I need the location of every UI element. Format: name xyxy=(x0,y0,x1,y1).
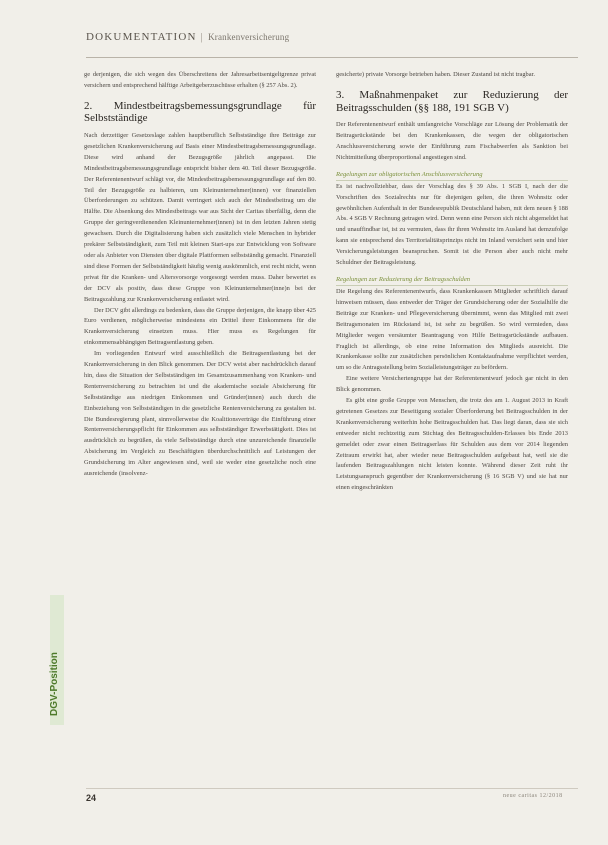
left-intro: ge derjenigen, die sich wegen des Überschreitens der Jahresarbeitsentgeltgrenze privat versichern und entsprechend hälftige Arbeitgeberzuschüsse erhalten (§ 257 Abs. 2). xyxy=(84,71,316,89)
header-section: DOKUMENTATION xyxy=(86,31,197,43)
section-heading-3: 3. Maßnahmenpaket zur Reduzierung der Beitragsschulden (§§ 188, 191 SGB V) xyxy=(336,88,568,114)
right-paragraph: Eine weitere Versichertengruppe hat der Referentenentwurf jedoch gar nicht in den Blick genommen. xyxy=(336,375,568,394)
right-paragraph: Die Regelung des Referentenentwurfs, dass Krankenkassen Mitglieder schriftlich darauf hinweisen müssen, dass entweder der Träger der Grundsicherung oder der Sozialhilfe die Beiträge zur Kranken- und Pflegeversicherung übernimmt, wenn das Mitglied mit zwei Beitragsmonaten im Rückstand ist, ist sehr zu begrüßen. So wird vermieden, dass Mitglieder wegen versäumter Beantragung von Hilfe Beitragsrückstände aufbauen. Fraglich ist allerdings, ob eine reine Information des Mitglieds ausreicht. Die Krankenkasse sollte zur zusätzlichen persönlichen Kontaktaufnahme verpflichtet werden, um so die Antragsstellung beim Sozialleistungsträger zu befördern. xyxy=(336,287,568,372)
header-rule xyxy=(86,57,578,58)
subheading: Regelungen zur Reduzierung der Beitragsschulden xyxy=(336,275,568,286)
header-separator: | xyxy=(200,31,205,43)
right-paragraph: Es gibt eine große Gruppe von Menschen, die trotz des am 1. August 2013 in Kraft getretenen Gesetzes zur Beseitigung sozialer Überforderung bei Beitragsschulden in der Krankenversicherung weiterhin hohe Beitragsschulden hat. Das liegt daran, dass sie sich entweder nicht rechtzeitig zum Stichtag des Beitragsschulden-Erlasses bis Ende 2013 gemeldet oder zwar einen Beitragserlass für Schulden aus dem vor 2014 liegenden Zeitraum erwirkt hat, aber wieder neue Beitragsschulden aufgebaut hat, weil sie die laufenden Beitragszahlungen nicht leisten konnte. Während dieser Zeit ruht ihr Leistungsanspruch gegenüber der Krankenversicherung (§ 16 SGB V) und sie hat nur einen eingeschränkten xyxy=(336,397,568,492)
left-paragraph: Der DCV gibt allerdings zu bedenken, dass die Gruppe derjenigen, die knapp über 425 Euro verdienen, möglicherweise mindestens ein Drittel ihrer Einkommens für die Krankenversicherung einsetzen muss. Hier muss es Regelungen für einkommensabhängigen Beitragsentlastung geben. xyxy=(84,306,316,347)
page-number: 24 xyxy=(86,793,97,803)
right-intro: gesicherte) private Vorsorge betrieben haben. Dieser Zustand ist nicht tragbar. xyxy=(336,71,535,78)
right-column xyxy=(336,70,568,494)
subheading: Regelungen zur obligatorischen Anschlussversicherung xyxy=(336,170,568,181)
header-topic: Krankenversicherung xyxy=(208,32,290,42)
left-column xyxy=(84,70,316,480)
section-heading-2: 2. Mindestbeitragsbemessungsgrundlage für Selbstständige xyxy=(84,99,316,125)
footer-rule xyxy=(86,788,578,789)
side-tab-label: DGV-Position xyxy=(49,652,60,716)
right-paragraph: Der Referentenentwurf enthält umfangreiche Vorschläge zur Lösung der Problematik der Beitragsrückstände bei den Krankenkassen, die wegen der obligatorischen Anschlussversicherung sowie der Einführung zum Fischabwerfen als Sanktion bei Nichtmitteilung überproportional angestiegen sind. xyxy=(336,121,568,161)
publication-footer: neue caritas 12/2018 xyxy=(503,793,563,799)
right-paragraph: Es ist nachvollziehbar, dass der Vorschlag des § 39 Abs. 1 SGB I, nach der die Vorschriften des Sozialrechts nur für diejenigen gelten, die ihren Wohnsitz oder gewöhnlichen Aufenthalt in der Bundesrepublik Deutschland haben, mit dem neuen § 188 Abs. 4 SGB V Rechnung getragen wird. Denn wenn eine Person sich nicht abgemeldet hat und unauffindbar ist, ist zu vermuten, dass ihr ihren Wohnsitz im Ausland hat demzufolge kann sie entsprechend des Territorialitätsprinzips nicht im Inland versichert sein und hier Versicherungsleistungen beanspruchen. Somit ist die Person aber auch nicht mehr Schuldner der Beitragsleistung. xyxy=(336,182,568,267)
left-paragraph: Nach derzeitiger Gesetzeslage zahlen hauptberuflich Selbstständige ihre Beiträge zur gesetzlichen Krankenversicherung auf Basis einer Mindestbeitragsbemessungsgrundlage. Diese wird anhand der Bezugsgröße jährlich angepasst. Die Mindestbeitragsbemessungsgrundlage entspricht bisher dem 40. Teil dieser Bezugsgröße. Der Referentenentwurf schlägt vor, die Mindestbeitragsbemessungsgrundlage auf den 80. Teil der Bezugsgröße zu halbieren, um Kleinunternehmer(innen) vor finanziellen Überforderungen zu schützen. Damit verringert sich auch der Mindestbeitrag um die Hälfte. Die Absenkung des Mindestbeitrags war aus Sicht der Caritas überfällig, denn die Gruppe der geringverdienenden Kleinunternehmer(innen) ist in den letzten Jahren stetig gewachsen. Durch die Digitalisierung haben sich zusätzlich viele Menschen in hybrider prekärer Selbstständigkeit, zum Teil mit kleinen Start-ups zur Entwicklung von Software oder als Anbieter von Diensten über digitale Plattformen selbstständig gemacht. Finanziell sind diese Formen der Selbstständigkeit häufig wenig auskömmlich, erst recht nicht, wenn privat für die Kranken- und Altersvorsorge vorgesorgt werden muss. Daher bewertet es der DCV als positiv, dass diese Gruppe von Kleinunternehmer(inne)n bei der Beitragszahlung zur Krankenversicherung entlastet wird. xyxy=(84,132,316,303)
running-header xyxy=(86,31,289,43)
left-paragraph: Im vorliegenden Entwurf wird ausschließlich die Beitragsentlastung bei der Krankenversicherung in den Blick genommen. Der DCV weist aber nachdrücklich darauf hin, dass die Situation der Selbstständigen im Gesamtzusammenhang von Kranken- und Rentenversicherung zu betrachten ist und die akademische soziale Absicherung für Selbstständige aus niedrigen Einkommen und Gründer(innen) auch durch die Einbeziehung von Selbstständigen in die gesetzliche Rentenversicherung zu gestalten ist. Die Bundesregierung plant, sinnvollerweise die Koalitionsverträge die Einführung einer Rentenversicherungspflicht für Einkommen aus selbstständiger Erwerbstätigkeit. Dies ist ausdrücklich zu begrüßen, da viele Selbstständige durch eine unzureichende finanzielle Absicherung im Vergleich zu Beschäftigten überdurchschnittlich auf Leistungen der Grundsicherung im Alter angewiesen sind, weil sie weder eine gesetzliche noch eine ausreichende (insolvenz- xyxy=(84,350,316,478)
